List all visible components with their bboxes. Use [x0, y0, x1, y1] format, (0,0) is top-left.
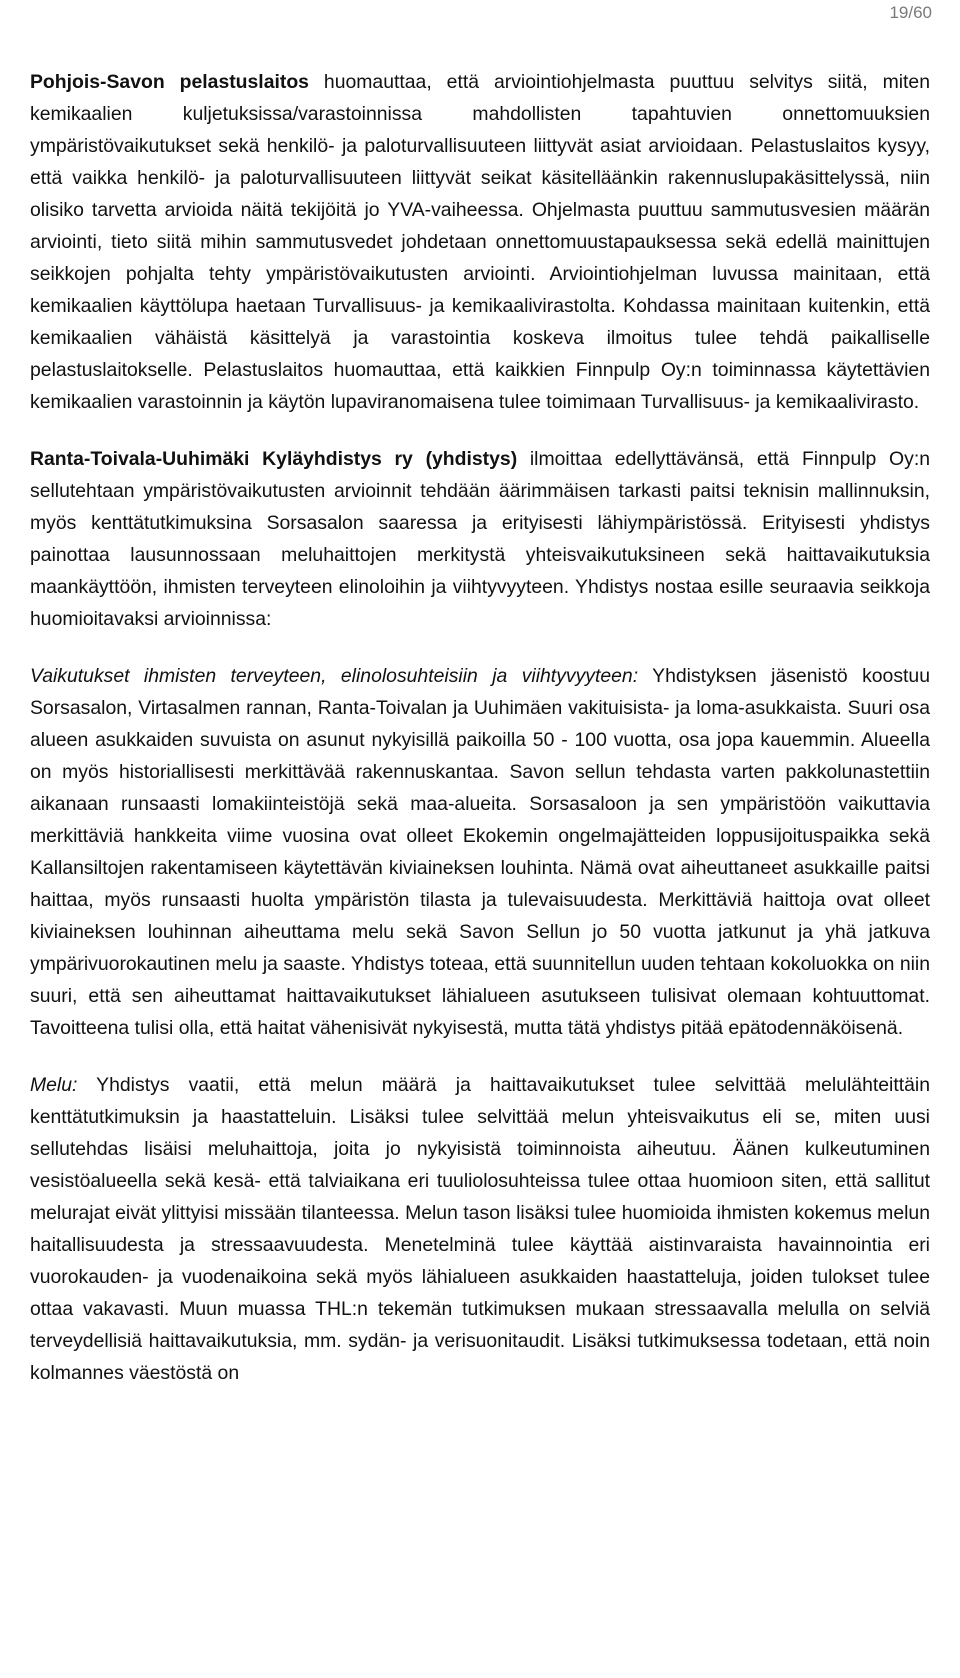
paragraph-lead-pelastuslaitos: Pohjois-Savon pelastuslaitos	[30, 71, 309, 93]
paragraph-kylayhdistys	[30, 443, 930, 635]
paragraph-text-kylayhdistys: ilmoittaa edellyttävänsä, että Finnpulp Oy:n sellutehtaan ympäristövaikutusten arvioinnit tehdään äärimmäisen tarkasti paitsi teknisin mallinnuksin, myös kenttätutkimuksina Sorsasalon saaressa ja erityisesti lähiympäristössä. Erityisesti yhdistys painottaa lausunnossaan meluhaittojen merkitystä yhteisvaikutuksineen sekä haittavaikutuksia maankäyttöön, ihmisten terveyteen elinoloihin ja viihtyvyyteen. Yhdistys nostaa esille seuraavia seikkoja huomioitavaksi arvioinnissa:	[30, 448, 930, 630]
paragraph-vaikutukset	[30, 660, 930, 1044]
paragraph-pelastuslaitos	[30, 66, 930, 418]
paragraph-melu	[30, 1069, 930, 1389]
paragraph-text-vaikutukset: Yhdistyksen jäsenistö koostuu Sorsasalon, Virtasalmen rannan, Ranta-Toivalan ja Uuhimäen vakituisista- ja loma-asukkaista. Suuri osa alueen asukkaiden suvuista on asunut nykyisillä paikoilla 50 - 100 vuotta, osa jopa kauemmin. Alueella on myös historiallisesti merkittävää rakennuskantaa. Savon sellun tehdasta varten pakkolunastettiin aikanaan runsaasti lomakiinteistöjä sekä maa-alueita. Sorsasaloon ja sen ympäristöön vaikuttavia merkittäviä hankkeita viime vuosina ovat olleet Ekokemin ongelmajätteiden loppusijoituspaikka sekä Kallansiltojen rakentamiseen käytettävän kiviaineksen louhinta. Nämä ovat aiheuttaneet asukkaille paitsi haittaa, myös runsaasti huolta ympäristön tilasta ja tulevaisuudesta. Merkittäviä haittoja ovat olleet kiviaineksen louhinnan aiheuttama melu sekä Savon Sellun jo 50 vuotta jatkunut ja yhä jatkuva ympärivuorokautinen melu ja saaste. Yhdistys toteaa, että suunnitellun uuden tehtaan kokoluokka on niin suuri, että sen aiheuttamat haittavaikutukset lähialueen asutukseen tulisivat olemaan kohtuuttomat. Tavoitteena tulisi olla, että haitat vähenisivät nykyisestä, mutta tätä yhdistys pitää epätodennäköisenä.	[30, 665, 930, 1039]
paragraph-lead-melu: Melu:	[30, 1074, 78, 1096]
paragraph-text-pelastuslaitos: huomauttaa, että arviointiohjelmasta puuttuu selvitys siitä, miten kemikaalien kuljetuksissa/varastoinnissa mahdollisten tapahtuvien onnettomuuksien ympäristövaikutukset sekä henkilö- ja paloturvallisuuteen liittyvät asiat arvioidaan. Pelastuslaitos kysyy, että vaikka henkilö- ja paloturvallisuuteen liittyvät seikat käsitelläänkin rakennuslupakäsittelyssä, niin olisiko tarvetta arvioida näitä tekijöitä jo YVA-vaiheessa. Ohjelmasta puuttuu sammutusvesien määrän arviointi, tieto siitä mihin sammutusvedet johdetaan onnettomuustapauksessa sekä edellä mainittujen seikkojen pohjalta tehty ympäristövaikutusten arviointi. Arviointiohjelman luvussa mainitaan, että kemikaalien käyttölupa haetaan Turvallisuus- ja kemikaalivirastolta. Kohdassa mainitaan kuitenkin, että kemikaalien vähäistä käsittelyä ja varastointia koskeva ilmoitus tulee tehdä paikalliselle pelastuslaitokselle. Pelastuslaitos huomauttaa, että kaikkien Finnpulp Oy:n toiminnassa käytettävien kemikaalien varastoinnin ja käytön lupaviranomaisena tulee toimimaan Turvallisuus- ja kemikaalivirasto.	[30, 71, 930, 413]
paragraph-text-melu: Yhdistys vaatii, että melun määrä ja haittavaikutukset tulee selvittää melulähteittäin kenttätutkimuksin ja haastatteluin. Lisäksi tulee selvittää melun yhteisvaikutus eli se, miten uusi sellutehdas lisäisi meluhaittoja, joita jo nykyisistä toiminnoista aiheutuu. Äänen kulkeutuminen vesistöalueella sekä kesä- että talviaikana eri tuuliolosuhteissa tulee ottaa huomioon siten, että sallitut melurajat eivät ylittyisi missään tilanteessa. Melun tason lisäksi tulee huomioida ihmisten kokemus melun haitallisuudesta ja stressaavuudesta. Menetelminä tulee käyttää aistinvaraista havainnointia eri vuorokauden- ja vuodenaikoina sekä myös lähialueen asukkaiden haastatteluja, joiden tulokset tulee ottaa vakavasti. Muun muassa THL:n tekemän tutkimuksen mukaan stressaavalla melulla on selviä terveydellisiä haittavaikutuksia, mm. sydän- ja verisuonitaudit. Lisäksi tutkimuksessa todetaan, että noin kolmannes väestöstä on	[30, 1074, 930, 1384]
document-body	[30, 66, 930, 1389]
paragraph-lead-kylayhdistys: Ranta-Toivala-Uuhimäki Kyläyhdistys ry (yhdistys)	[30, 448, 518, 470]
page-number: 19/60	[889, 3, 932, 22]
paragraph-lead-vaikutukset: Vaikutukset ihmisten terveyteen, elinolosuhteisiin ja viihtyvyyteen:	[30, 665, 639, 687]
